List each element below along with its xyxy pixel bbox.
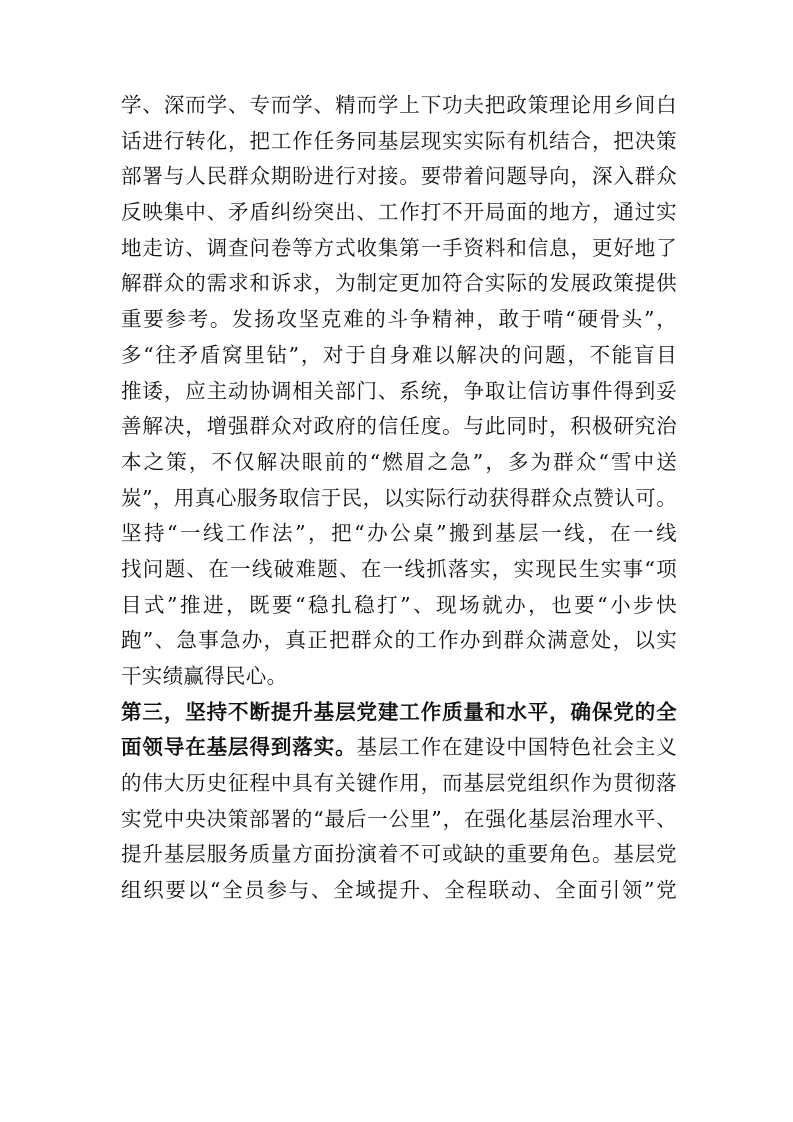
text-line: 部署与人民群众期盼进行对接。要带着问题导向，深入群众 [121,164,677,189]
text-line: 干实绩赢得民心。 [121,664,288,688]
text-line: 学、深而学、专而学、精而学上下功夫把政策理论用乡间白 [121,93,677,117]
text-line: 跑”、急事急办，真正把群众的工作办到群众满意处，以实 [121,628,677,653]
text-line: 反映集中、矛盾纠纷突出、工作打不开局面的地方，通过实 [121,200,677,225]
text-line: 推诿，应主动协调相关部门、系统，争取让信访事件得到妥 [121,378,677,403]
text-line: 地走访、调查问卷等方式收集第一手资料和信息，更好地了 [121,235,677,260]
text-line: 善解决，增强群众对政府的信任度。与此同时，积极研究治 [121,414,677,439]
text-line: 提升基层服务质量方面扮演着不可或缺的重要角色。基层党 [121,842,677,867]
text-line: 本之策，不仅解决眼前的“燃眉之急”，多为群众“雪中送 [121,449,677,474]
text-line: 多“往矛盾窝里钻”，对于自身难以解决的问题，不能盲目 [121,342,677,367]
text-line: 目式”推进，既要“稳扎稳打”、现场就办，也要“小步快 [121,592,677,617]
text-line: 实党中央决策部署的“最后一公里”，在强化基层治理水平、 [121,806,677,831]
text-line: 找问题、在一线破难题、在一线抓落实，实现民生实事“项 [121,556,677,581]
text-line [121,730,677,766]
text-line: 炭”，用真心服务取信于民，以实际行动获得群众点赞认可。 [121,485,677,510]
text-line: 话进行转化，把工作任务同基层现实实际有机结合，把决策 [121,128,677,153]
body-text [121,88,677,909]
text-line: 坚持“一线工作法”，把“办公桌”搬到基层一线，在一线 [121,521,677,546]
section-heading: 第三，坚持不断提升基层党建工作质量和水平，确保党的全 [121,699,677,724]
text-line: 的伟大历史征程中具有关键作用，而基层党组织作为贯彻落 [121,771,677,796]
text-line: 重要参考。发扬攻坚克难的斗争精神，敢于啃“硬骨头”， [121,307,677,332]
text-line: 组织要以“全员参与、全域提升、全程联动、全面引领”党 [121,878,677,903]
section-heading-end: 面领导在基层得到落实。 [121,735,357,760]
text-line: 解群众的需求和诉求，为制定更加符合实际的发展政策提供 [121,271,677,296]
text-span: 基层工作在建设中国特色社会主义 [356,735,677,760]
